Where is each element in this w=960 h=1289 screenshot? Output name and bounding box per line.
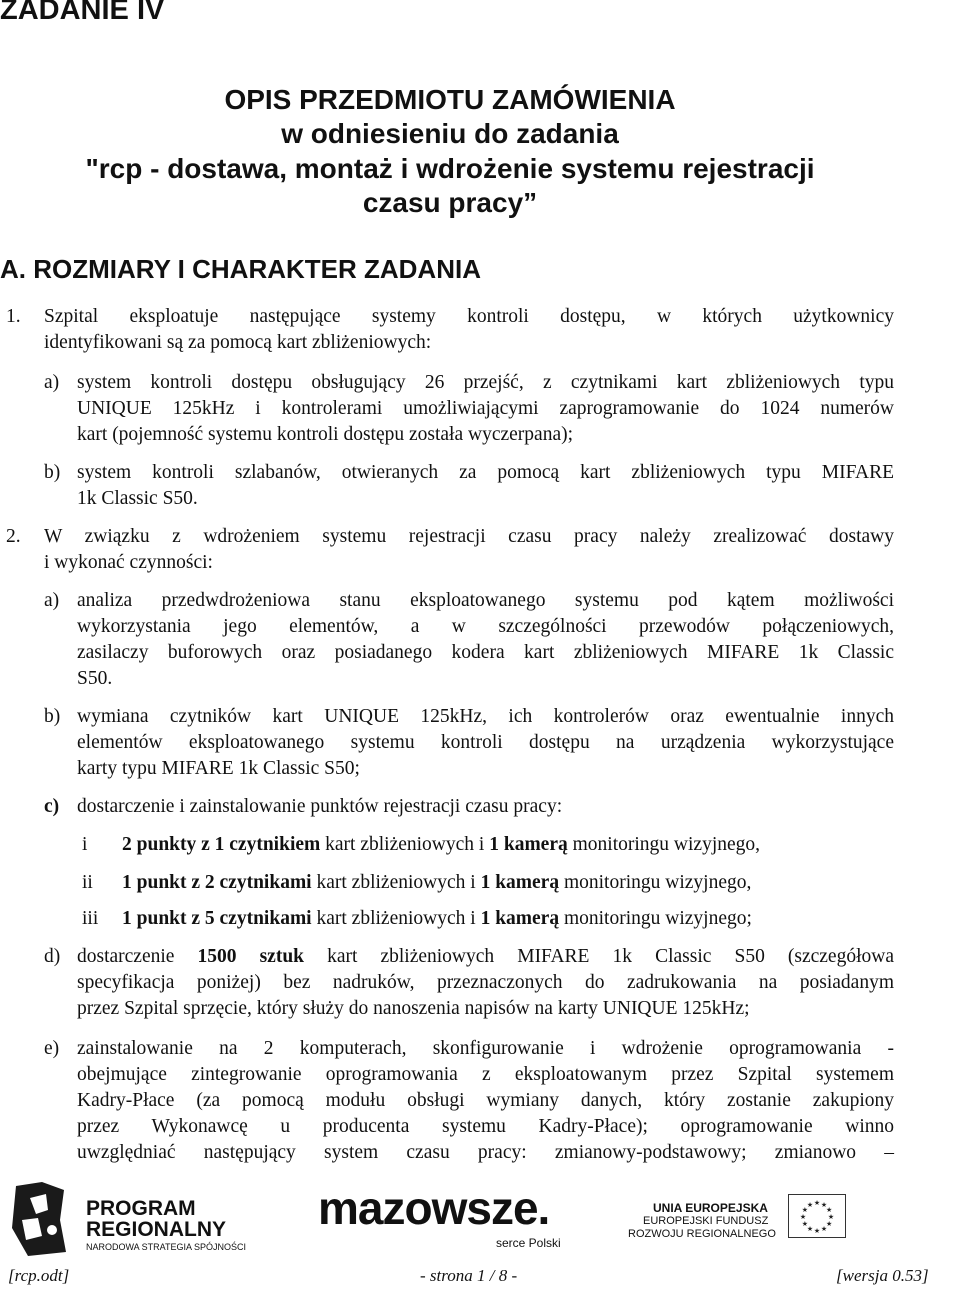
p2-e-line: przez Wykonawcę u producenta systemu Kadry-Płace); oprogramowanie winno	[77, 1116, 894, 1137]
roman-item: 1 punkt z 2 czytnikami kart zbliżeniowych i 1 kamerą monitoringu wizyjnego,	[122, 872, 752, 893]
program-logo-line2: REGIONALNY	[86, 1218, 227, 1241]
item-label: d)	[44, 946, 61, 967]
paragraph-2-line: i wykonać czynności:	[44, 552, 213, 573]
paragraph-2-line: W związku z wdrożeniem systemu rejestracji czasu pracy należy zrealizować dostawy	[44, 526, 894, 547]
p2-d-line: dostarczenie 1500 sztuk kart zbliżeniowych MIFARE 1k Classic S50 (szczegółowa	[77, 946, 894, 967]
eu-logo-line1: UNIA EUROPEJSKA	[653, 1201, 768, 1215]
eu-star-icon: ★	[820, 1225, 828, 1234]
p1-a-line: kart (pojemność systemu kontroli dostępu została wyczerpana);	[77, 424, 574, 445]
paragraph-1-line: Szpital eksploatuje następujące systemy kontroli dostępu, w których użytkownicy	[44, 306, 894, 327]
item-label: a)	[44, 590, 60, 611]
p2-e-line: obejmujące zintegrowanie oprogramowania z eksploatowanym przez Szpital systemem	[77, 1064, 894, 1085]
eu-star-icon: ★	[813, 1199, 821, 1207]
program-logo-line3: NARODOWA STRATEGIA SPÓJNOŚCI	[86, 1242, 247, 1252]
roman-label: i	[82, 834, 88, 855]
p2-b-line: elementów eksploatowanego systemu kontroli dostępu na urządzenia wykorzystujące	[77, 732, 894, 753]
eu-star-icon: ★	[806, 1225, 814, 1234]
item-label: a)	[44, 372, 60, 393]
roman-label: iii	[82, 908, 99, 929]
eu-star-icon: ★	[825, 1206, 833, 1214]
p2-b-line: karty typu MIFARE 1k Classic S50;	[77, 758, 360, 779]
paragraph-number-1: 1.	[6, 306, 21, 327]
p1-b-line: system kontroli szlabanów, otwieranych za pomocą kart zbliżeniowych typu MIFARE	[77, 462, 894, 483]
p2-d-line: przez Szpital sprzęcie, który służy do nanoszenia napisów na karty UNIQUE 125kHz;	[77, 998, 750, 1019]
p2-c-line: dostarczenie i zainstalowanie punktów rejestracji czasu pracy:	[77, 796, 563, 817]
eu-star-icon: ★	[825, 1220, 833, 1228]
eu-star-icon: ★	[801, 1206, 809, 1214]
p2-a-line: analiza przedwdrożeniowa stanu eksploatowanego systemu pod kątem możliwości	[77, 590, 894, 611]
item-label: b)	[44, 462, 61, 483]
p2-a-line: S50.	[77, 668, 113, 689]
eu-logo-line2: EUROPEJSKI FUNDUSZ	[643, 1215, 769, 1227]
eu-star-icon: ★	[820, 1200, 828, 1209]
p1-b-line: 1k Classic S50.	[77, 488, 198, 509]
title-line-3: "rcp - dostawa, montaż i wdrożenie systemu rejestracji	[85, 153, 815, 184]
eu-star-icon: ★	[801, 1220, 809, 1228]
title-line-2: w odniesieniu do zadania	[281, 118, 619, 149]
roman-item: 2 punkty z 1 czytnikiem kart zbliżeniowych i 1 kamerą monitoringu wizyjnego,	[122, 834, 761, 855]
title-line-1: OPIS PRZEDMIOTU ZAMÓWIENIA	[224, 84, 676, 115]
item-label: c)	[44, 796, 60, 817]
roman-label: ii	[82, 872, 93, 893]
title-line-4: czasu pracy”	[362, 187, 538, 218]
roman-item: 1 punkt z 5 czytnikami kart zbliżeniowych i 1 kamerą monitoringu wizyjnego;	[122, 908, 752, 929]
eu-star-icon: ★	[827, 1213, 835, 1221]
item-label: e)	[44, 1038, 60, 1059]
paragraph-number-2: 2.	[6, 526, 21, 547]
program-regionalny-emblem	[8, 1180, 70, 1258]
p2-e-line: uwzględniać następujący system czasu pracy: zmianowy-podstawowy; zmianowo –	[77, 1142, 894, 1163]
paragraph-1-line: identyfikowani są za pomocą kart zbliżeniowych:	[44, 332, 432, 353]
eu-logo-line3: ROZWOJU REGIONALNEGO	[628, 1228, 776, 1240]
p1-a-line: system kontroli dostępu obsługujący 26 przejść, z czytnikami kart zbliżeniowych typu	[77, 372, 894, 393]
footer-filename: [rcp.odt]	[8, 1266, 70, 1285]
p2-e-line: zainstalowanie na 2 komputerach, skonfigurowanie i wdrożenie oprogramowania -	[77, 1038, 894, 1059]
mazowsze-logo-name: mazowsze.	[318, 1182, 550, 1234]
eu-star-icon: ★	[806, 1200, 814, 1209]
p2-a-line: wykorzystania jego elementów, a w szczególności przewodów połączeniowych,	[77, 616, 894, 637]
p2-d-line: specyfikacja poniżej) bez nadruków, przeznaczonych do zadrukowania na posiadanym	[77, 972, 894, 993]
document-heading: ZADANIE IV	[0, 0, 165, 26]
footer-version: [wersja 0.53]	[836, 1266, 929, 1285]
footer-page-number: - strona 1 / 8 -	[420, 1266, 518, 1285]
item-label: b)	[44, 706, 61, 727]
p2-e-line: Kadry-Płace (za pomocą modułu obsługi wymiany danych, który zostanie zakupiony	[77, 1090, 894, 1111]
p1-a-line: UNIQUE 125kHz i kontrolerami umożliwiającymi zaprogramowanie do 1024 numerów	[77, 398, 894, 419]
eu-flag-icon	[788, 1194, 846, 1238]
eu-star-icon: ★	[813, 1227, 821, 1235]
section-heading-a: A. ROZMIARY I CHARAKTER ZADANIA	[0, 254, 481, 284]
program-logo-line1: PROGRAM	[86, 1197, 196, 1220]
p2-a-line: zasilaczy buforowych oraz posiadanego kodera kart zbliżeniowych MIFARE 1k Classic	[77, 642, 894, 663]
mazowsze-logo-tagline: serce Polski	[496, 1236, 561, 1250]
eu-star-icon: ★	[799, 1213, 807, 1221]
p2-b-line: wymiana czytników kart UNIQUE 125kHz, ich kontrolerów oraz ewentualnie innych	[77, 706, 894, 727]
